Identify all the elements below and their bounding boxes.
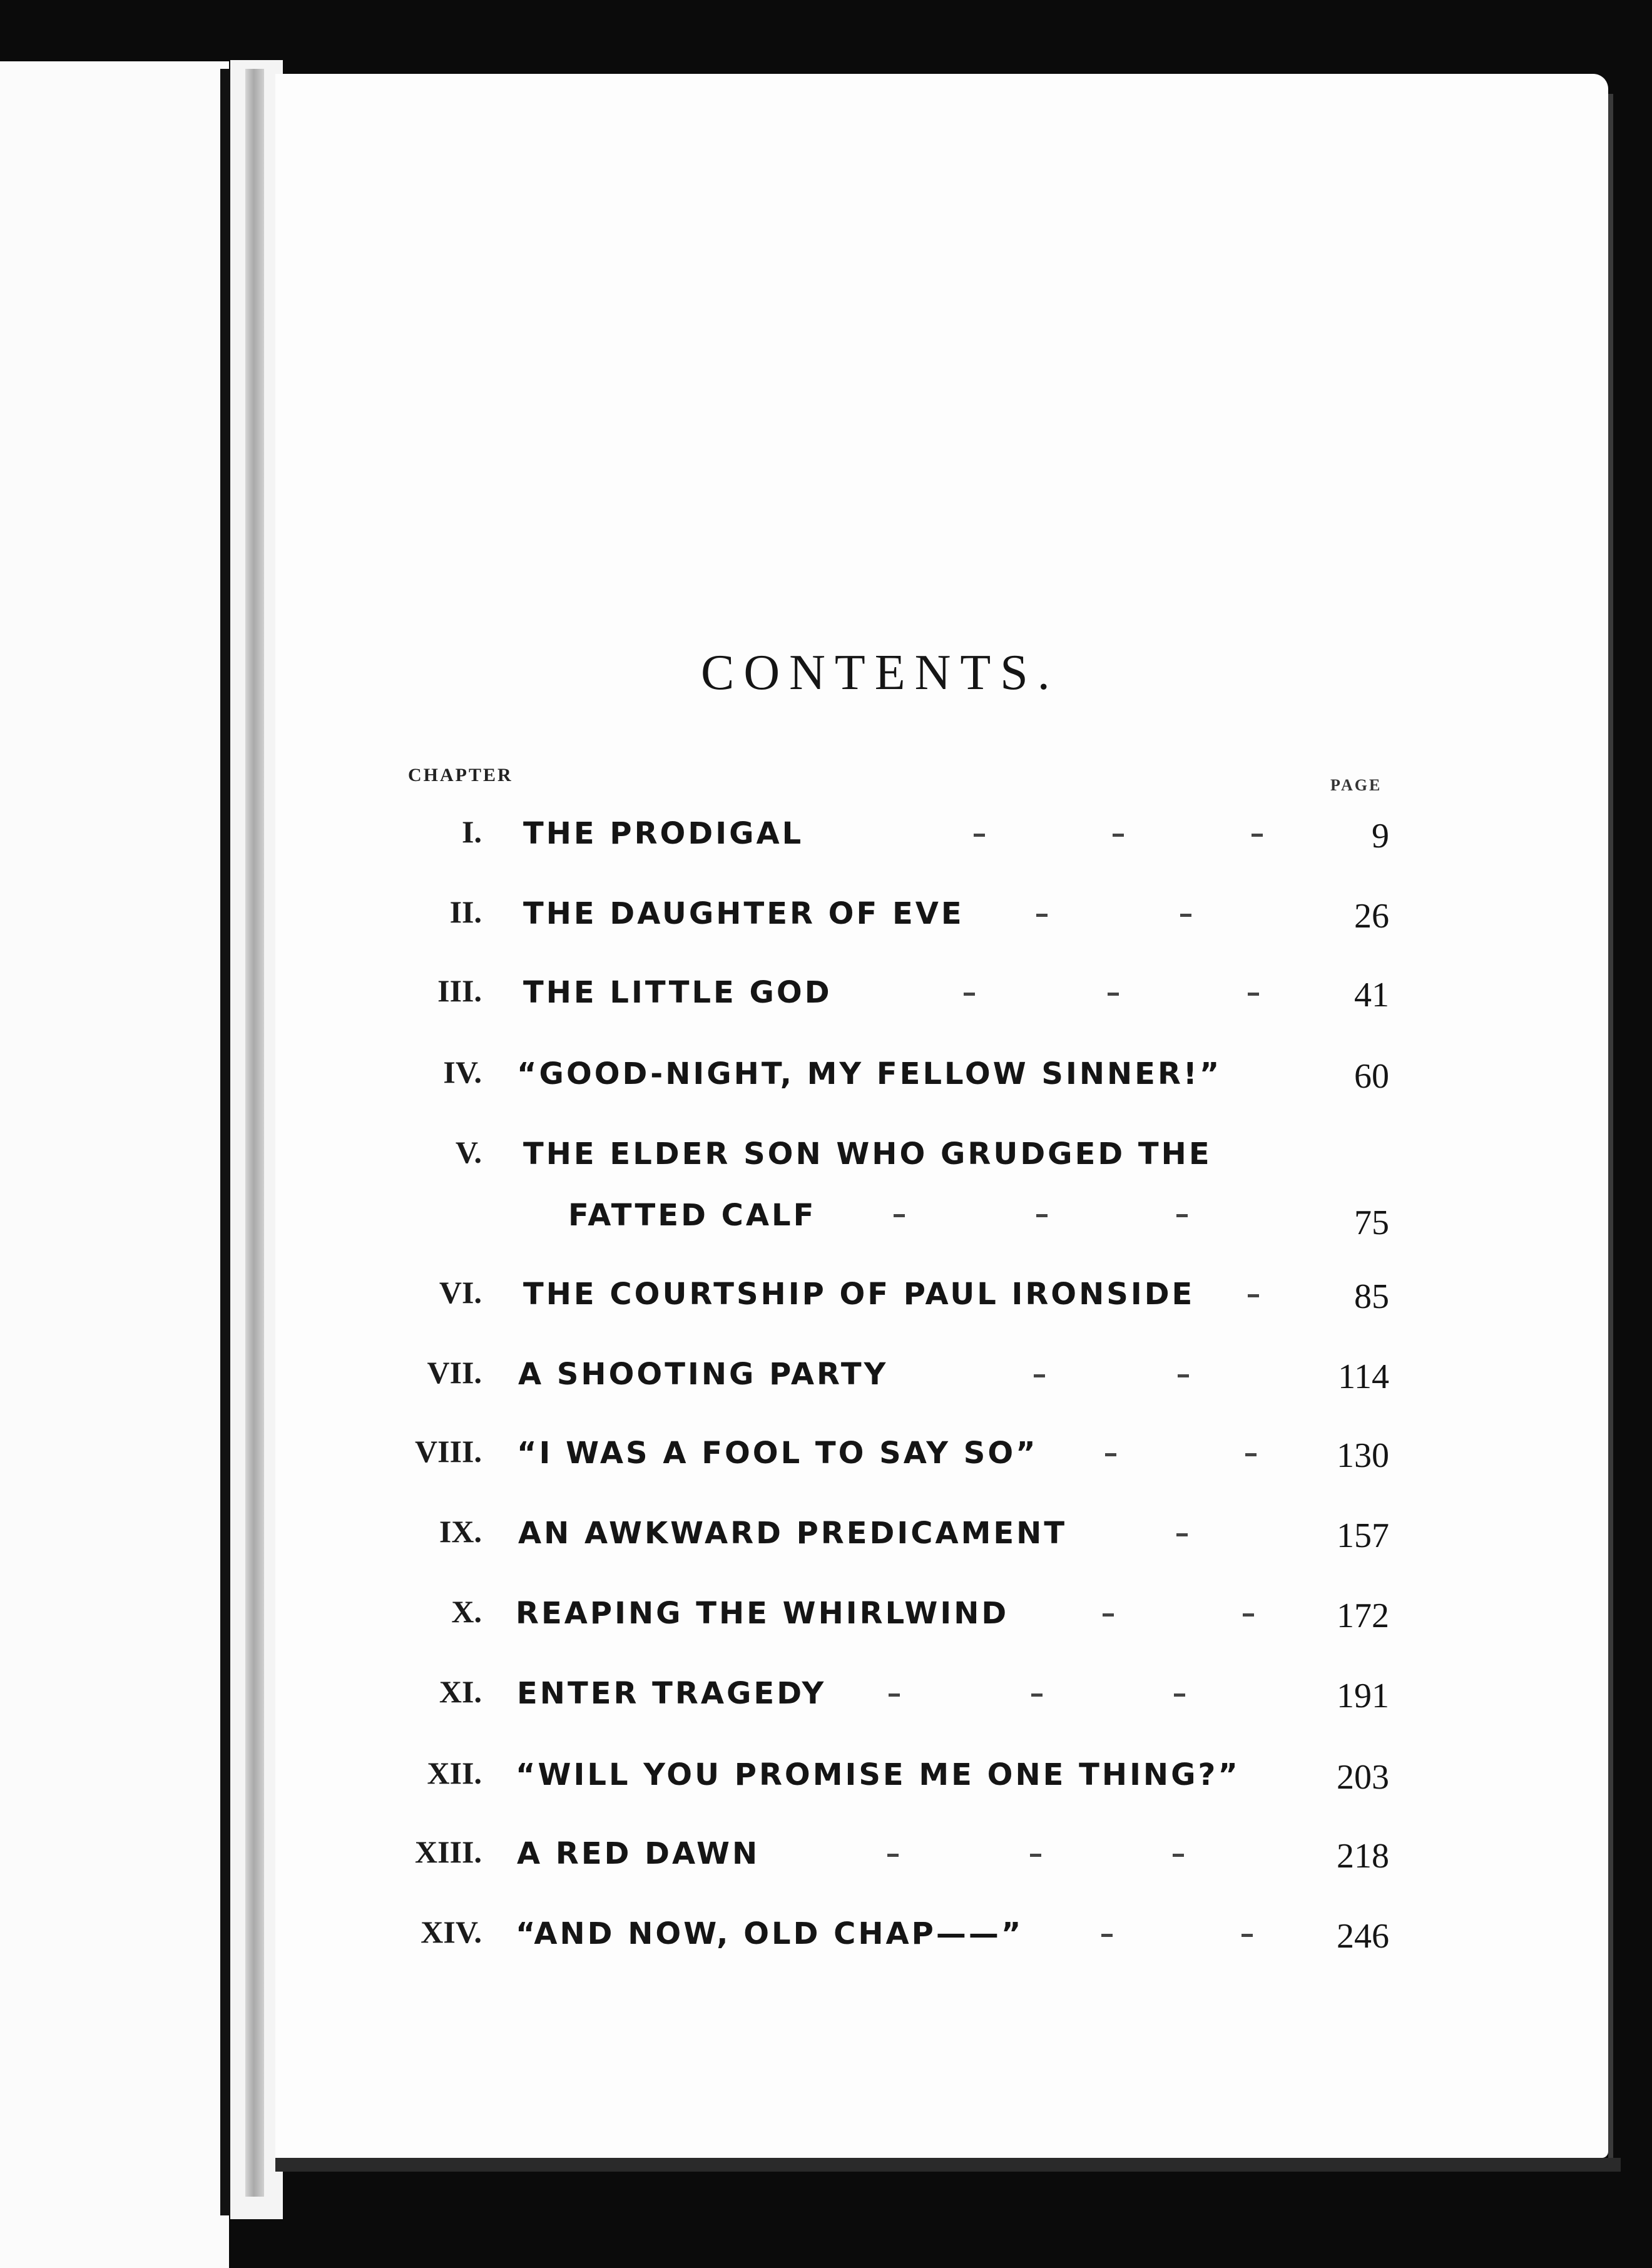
toc-entry[interactable]: [0, 1593, 1652, 1656]
chapter-title: A SHOOTING PARTY: [518, 1357, 889, 1392]
chapter-title: “WILL YOU PROMISE ME ONE THING?”: [516, 1757, 1240, 1792]
chapter-title: THE COURTSHIP OF PAUL IRONSIDE: [523, 1277, 1195, 1312]
toc-entry[interactable]: [0, 1054, 1652, 1116]
chapter-title: “AND NOW, OLD CHAP——”: [516, 1916, 1024, 1951]
toc-entry[interactable]: [0, 1673, 1652, 1736]
page-number: 203: [1337, 1758, 1389, 1797]
toc-entry[interactable]: [0, 1433, 1652, 1496]
page-title: CONTENTS.: [701, 645, 1059, 700]
chapter-title: “GOOD-NIGHT, MY FELLOW SINNER!”: [517, 1056, 1222, 1091]
chapter-number: VIII.: [415, 1434, 482, 1469]
page-bottom-edge: [275, 2158, 1621, 2172]
toc-entry[interactable]: [0, 814, 1652, 876]
page-number: 191: [1337, 1677, 1389, 1715]
page-column-label: PAGE: [1330, 776, 1382, 794]
page-number: 130: [1337, 1436, 1389, 1475]
toc-entry[interactable]: [0, 894, 1652, 956]
chapter-number: IV.: [443, 1055, 482, 1090]
toc-entry[interactable]: [0, 1274, 1652, 1337]
chapter-number: I.: [462, 814, 482, 849]
toc-entry[interactable]: [0, 1914, 1652, 1976]
page-number: 26: [1354, 897, 1389, 936]
chapter-title-continued: FATTED CALF: [568, 1198, 817, 1233]
chapter-number: XII.: [427, 1755, 482, 1790]
chapter-number: X.: [451, 1594, 482, 1629]
chapter-title: THE PRODIGAL: [523, 816, 804, 851]
chapter-title: A RED DAWN: [517, 1836, 760, 1871]
chapter-number: V.: [455, 1135, 482, 1170]
page-number: 157: [1337, 1516, 1389, 1555]
chapter-column-label: CHAPTER: [408, 765, 513, 785]
chapter-number: IX.: [439, 1514, 482, 1549]
chapter-title: ENTER TRAGEDY: [517, 1676, 827, 1711]
toc-entry[interactable]: [0, 1134, 1652, 1259]
chapter-title: REAPING THE WHIRLWIND: [516, 1596, 1009, 1631]
chapter-title: THE DAUGHTER OF EVE: [523, 896, 964, 931]
page-number: 218: [1337, 1837, 1389, 1876]
page-number: 85: [1354, 1277, 1389, 1316]
chapter-title: AN AWKWARD PREDICAMENT: [518, 1516, 1068, 1551]
page-number: 9: [1372, 817, 1389, 856]
toc-entry[interactable]: [0, 1513, 1652, 1576]
toc-entry[interactable]: [0, 1834, 1652, 1896]
page-number: 172: [1337, 1596, 1389, 1635]
toc-entry[interactable]: [0, 1354, 1652, 1417]
page-number: 60: [1354, 1057, 1389, 1096]
page-number: 75: [1354, 1203, 1389, 1242]
chapter-number: XI.: [439, 1674, 482, 1709]
toc-entry[interactable]: [0, 1755, 1652, 1817]
chapter-title: “I WAS A FOOL TO SAY SO”: [517, 1436, 1038, 1471]
page-number: 114: [1338, 1357, 1389, 1396]
chapter-title: THE ELDER SON WHO GRUDGED THE: [523, 1137, 1212, 1172]
page-number: 41: [1354, 976, 1389, 1014]
chapter-number: XIV.: [421, 1914, 482, 1949]
page-number: 246: [1337, 1917, 1389, 1956]
chapter-number: XIII.: [415, 1834, 482, 1869]
chapter-number: II.: [449, 894, 482, 929]
toc-entry[interactable]: [0, 973, 1652, 1035]
chapter-number: VII.: [427, 1355, 482, 1390]
chapter-number: III.: [437, 973, 482, 1008]
chapter-number: VI.: [439, 1275, 482, 1310]
chapter-title: THE LITTLE GOD: [523, 975, 832, 1010]
